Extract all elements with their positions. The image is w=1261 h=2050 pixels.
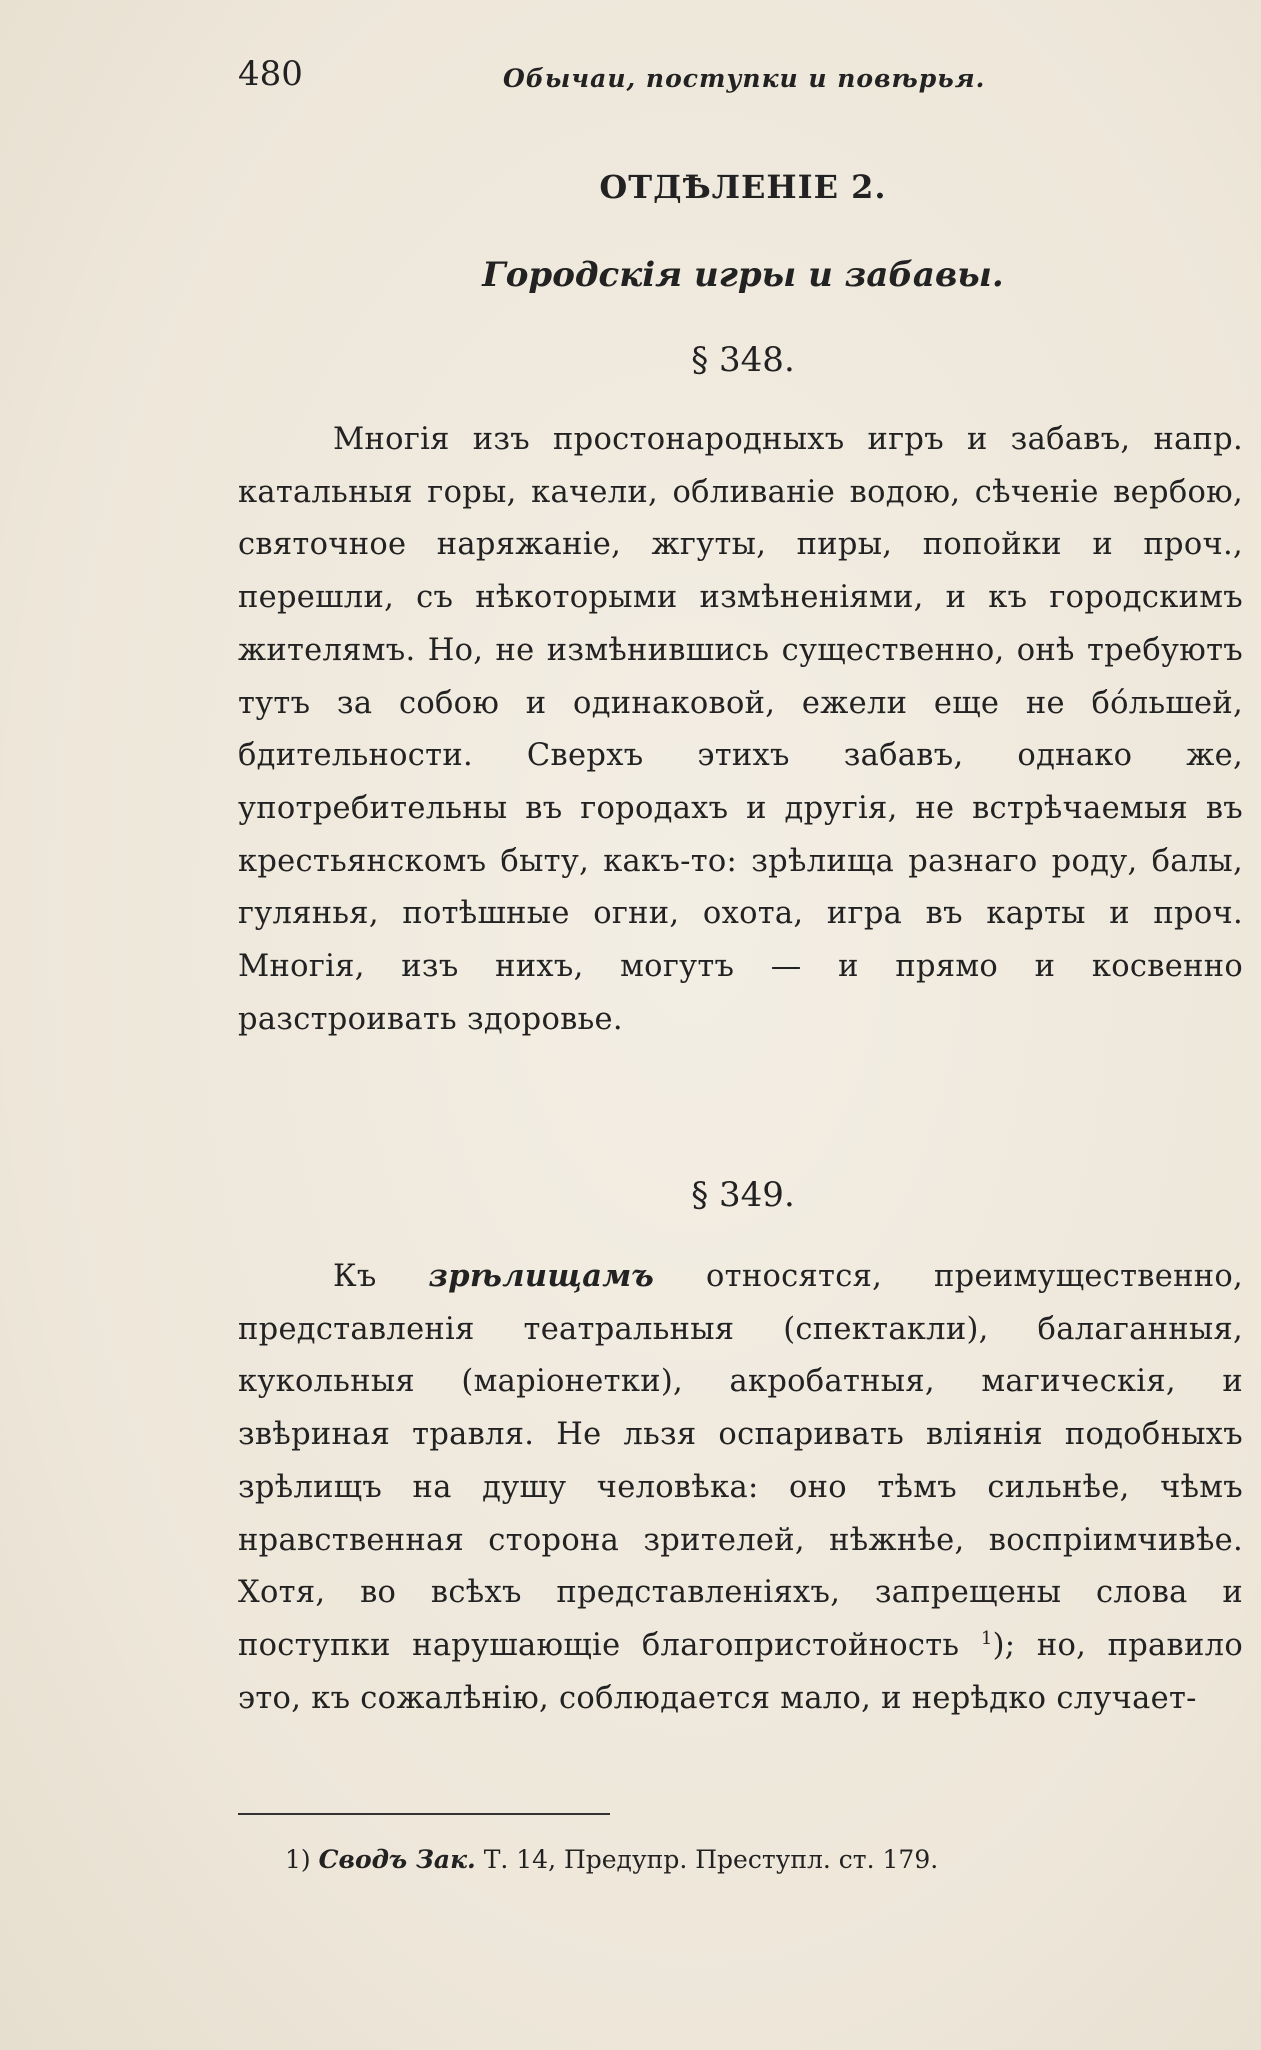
page-header	[238, 54, 1038, 104]
footnote-divider	[238, 1813, 610, 1815]
section-subtitle: Городскія игры и забавы.	[482, 255, 1004, 295]
paragraph-348-body: Многія изъ простонародныхъ игръ и забавъ, напр. катальныя горы, качели, обливаніе водою, сѣченіе вербою, святочное наряжаніе, жгуты, пиры, попойки и проч., перешли, съ нѣкоторыми измѣненіями, и къ городскимъ жителямъ. Но, не измѣнившись существенно, онѣ требуютъ тутъ за собою и одинаковой, ежели еще не бóльшей, бдительности. Сверхъ этихъ забавъ, однако же, употребительны въ городахъ и другія, не встрѣчаемыя въ крестьянскомъ быту, какъ-то: зрѣлища разнаго роду, балы, гулянья, потѣшные огни, охота, игра въ карты и проч. Многія, изъ нихъ, могутъ — и прямо и косвенно разстроивать здоровье.	[238, 422, 1243, 1037]
paragraph-349-text	[238, 1250, 1243, 1725]
paragraph-348-text	[238, 414, 1243, 1046]
paragraph-349-emphasis: зрѣлищамъ	[428, 1258, 655, 1294]
footnote-marker[interactable]: 1	[980, 1627, 993, 1649]
paragraph-number-348: § 348.	[691, 340, 795, 380]
paragraph-number-349: § 349.	[691, 1175, 795, 1215]
footnote-reference: Т. 14, Предупр. Преступл. ст. 179.	[483, 1845, 939, 1874]
footnote-number: 1)	[285, 1845, 311, 1874]
footnote-source: Сводъ Зак.	[318, 1845, 476, 1874]
running-title: Обычаи, поступки и повѣрья.	[503, 64, 986, 93]
page-number: 480	[238, 54, 303, 94]
paragraph-349-body: относятся, преимущественно, представленія театральныя (спектакли), балаганныя, кукольныя (маріонетки), акробатныя, магическія, и звѣриная травля. Не льзя оспаривать вліянія подобныхъ зрѣлищъ на душу человѣка: оно тѣмъ сильнѣе, чѣмъ нравственная сторона зрителей, нѣжнѣе, воспріимчивѣе. Хотя, во всѣхъ представленіяхъ, запрещены слова и поступки нарушающіе благопристойность	[238, 1259, 1244, 1663]
footnote	[285, 1845, 938, 1874]
section-title: ОТДѢЛЕНІЕ 2.	[599, 168, 887, 206]
paragraph-349-lead: Къ	[333, 1259, 377, 1294]
paragraph-349-continuation: ); но, правило это, къ сожалѣнію, соблюдается мало, и нерѣдко случает-	[238, 1627, 1243, 1716]
